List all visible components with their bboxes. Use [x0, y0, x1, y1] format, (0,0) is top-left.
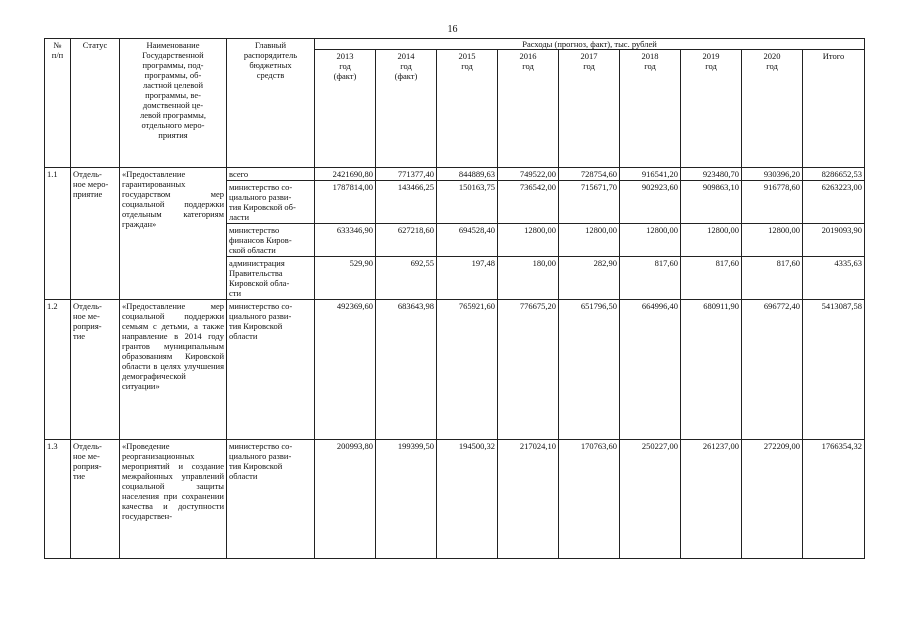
- header-admin: Главный распорядитель бюджетных средств: [227, 39, 315, 168]
- year-header: 2013 год (факт): [315, 50, 376, 168]
- value-cell: 728754,60: [559, 168, 620, 181]
- value-cell: 492369,60: [315, 300, 376, 440]
- table-row: [45, 440, 865, 559]
- row-name: «Предоставление мер социальной поддержки семьям с детьми, а также направление в 2014 году грантов муниципальным образованиям Кировской области в целях улучшения демографической ситуации»: [120, 300, 227, 440]
- value-cell: 683643,98: [376, 300, 437, 440]
- row-num: 1.1: [45, 168, 71, 300]
- value-cell: 170763,60: [559, 440, 620, 559]
- header-row: [45, 39, 865, 50]
- value-cell: 12800,00: [559, 224, 620, 257]
- row-status: Отдель- ное меро- приятие: [71, 168, 120, 300]
- table-row: [45, 168, 865, 181]
- row-admin: администрация Правительства Кировской обла- сти: [227, 257, 315, 300]
- value-cell: 261237,00: [681, 440, 742, 559]
- value-cell: 916778,60: [742, 181, 803, 224]
- value-cell: 694528,40: [437, 224, 498, 257]
- header-expenses: Расходы (прогноз, факт), тыс. рублей: [315, 39, 865, 50]
- value-cell: 529,90: [315, 257, 376, 300]
- year-header: 2020 год: [742, 50, 803, 168]
- total-header: Итого: [803, 50, 865, 168]
- total-cell: 8286652,53: [803, 168, 865, 181]
- value-cell: 12800,00: [742, 224, 803, 257]
- value-cell: 715671,70: [559, 181, 620, 224]
- year-header: 2018 год: [620, 50, 681, 168]
- row-admin: министерство со- циального разви- тия Кировской об- ласти: [227, 181, 315, 224]
- value-cell: 12800,00: [681, 224, 742, 257]
- value-cell: 633346,90: [315, 224, 376, 257]
- value-cell: 282,90: [559, 257, 620, 300]
- row-admin: министерство финансов Киров- ской области: [227, 224, 315, 257]
- value-cell: 902923,60: [620, 181, 681, 224]
- value-cell: 197,48: [437, 257, 498, 300]
- table-row: [45, 300, 865, 440]
- year-header: 2014 год (факт): [376, 50, 437, 168]
- year-header: 2015 год: [437, 50, 498, 168]
- value-cell: 12800,00: [620, 224, 681, 257]
- row-name: «Предоставление гарантированных государством мер социальной поддержки отдельным категориям граждан»: [120, 168, 227, 300]
- value-cell: 200993,80: [315, 440, 376, 559]
- value-cell: 817,60: [742, 257, 803, 300]
- value-cell: 923480,70: [681, 168, 742, 181]
- total-cell: 1766354,32: [803, 440, 865, 559]
- value-cell: 143466,25: [376, 181, 437, 224]
- value-cell: 250227,00: [620, 440, 681, 559]
- total-cell: 6263223,00: [803, 181, 865, 224]
- value-cell: 844889,63: [437, 168, 498, 181]
- year-header: 2017 год: [559, 50, 620, 168]
- header-status: Статус: [71, 39, 120, 168]
- row-status: Отдель- ное ме- роприя- тие: [71, 300, 120, 440]
- total-cell: 2019093,90: [803, 224, 865, 257]
- value-cell: 272209,00: [742, 440, 803, 559]
- value-cell: 771377,40: [376, 168, 437, 181]
- value-cell: 664996,40: [620, 300, 681, 440]
- value-cell: 1787814,00: [315, 181, 376, 224]
- value-cell: 817,60: [681, 257, 742, 300]
- value-cell: 916541,20: [620, 168, 681, 181]
- row-status: Отдель- ное ме- роприя- тие: [71, 440, 120, 559]
- row-num: 1.3: [45, 440, 71, 559]
- value-cell: 150163,75: [437, 181, 498, 224]
- value-cell: 217024,10: [498, 440, 559, 559]
- value-cell: 651796,50: [559, 300, 620, 440]
- page-number: 16: [447, 24, 458, 35]
- value-cell: 12800,00: [498, 224, 559, 257]
- row-admin: министерство со- циального разви- тия Кировской области: [227, 440, 315, 559]
- budget-table: [44, 38, 865, 559]
- row-admin: всего: [227, 168, 315, 181]
- total-cell: 4335,63: [803, 257, 865, 300]
- value-cell: 2421690,80: [315, 168, 376, 181]
- row-num: 1.2: [45, 300, 71, 440]
- year-header: 2016 год: [498, 50, 559, 168]
- header-name: Наименование Государственной программы, под- программы, об- ластной целевой программы, ве- домственной це- левой программы, отдельного меро- приятия: [120, 39, 227, 168]
- value-cell: 765921,60: [437, 300, 498, 440]
- value-cell: 194500,32: [437, 440, 498, 559]
- value-cell: 627218,60: [376, 224, 437, 257]
- year-header: 2019 год: [681, 50, 742, 168]
- value-cell: 199399,50: [376, 440, 437, 559]
- value-cell: 736542,00: [498, 181, 559, 224]
- row-name: «Проведение реорганизационных мероприятий и создание межрайонных управлений социальной защиты населения при сохранении качества и доступности государствен-: [120, 440, 227, 559]
- value-cell: 909863,10: [681, 181, 742, 224]
- total-cell: 5413087,58: [803, 300, 865, 440]
- value-cell: 776675,20: [498, 300, 559, 440]
- value-cell: 180,00: [498, 257, 559, 300]
- value-cell: 817,60: [620, 257, 681, 300]
- header-num: № п/п: [45, 39, 71, 168]
- value-cell: 692,55: [376, 257, 437, 300]
- value-cell: 680911,90: [681, 300, 742, 440]
- value-cell: 696772,40: [742, 300, 803, 440]
- value-cell: 930396,20: [742, 168, 803, 181]
- row-admin: министерство со- циального разви- тия Кировской области: [227, 300, 315, 440]
- value-cell: 749522,00: [498, 168, 559, 181]
